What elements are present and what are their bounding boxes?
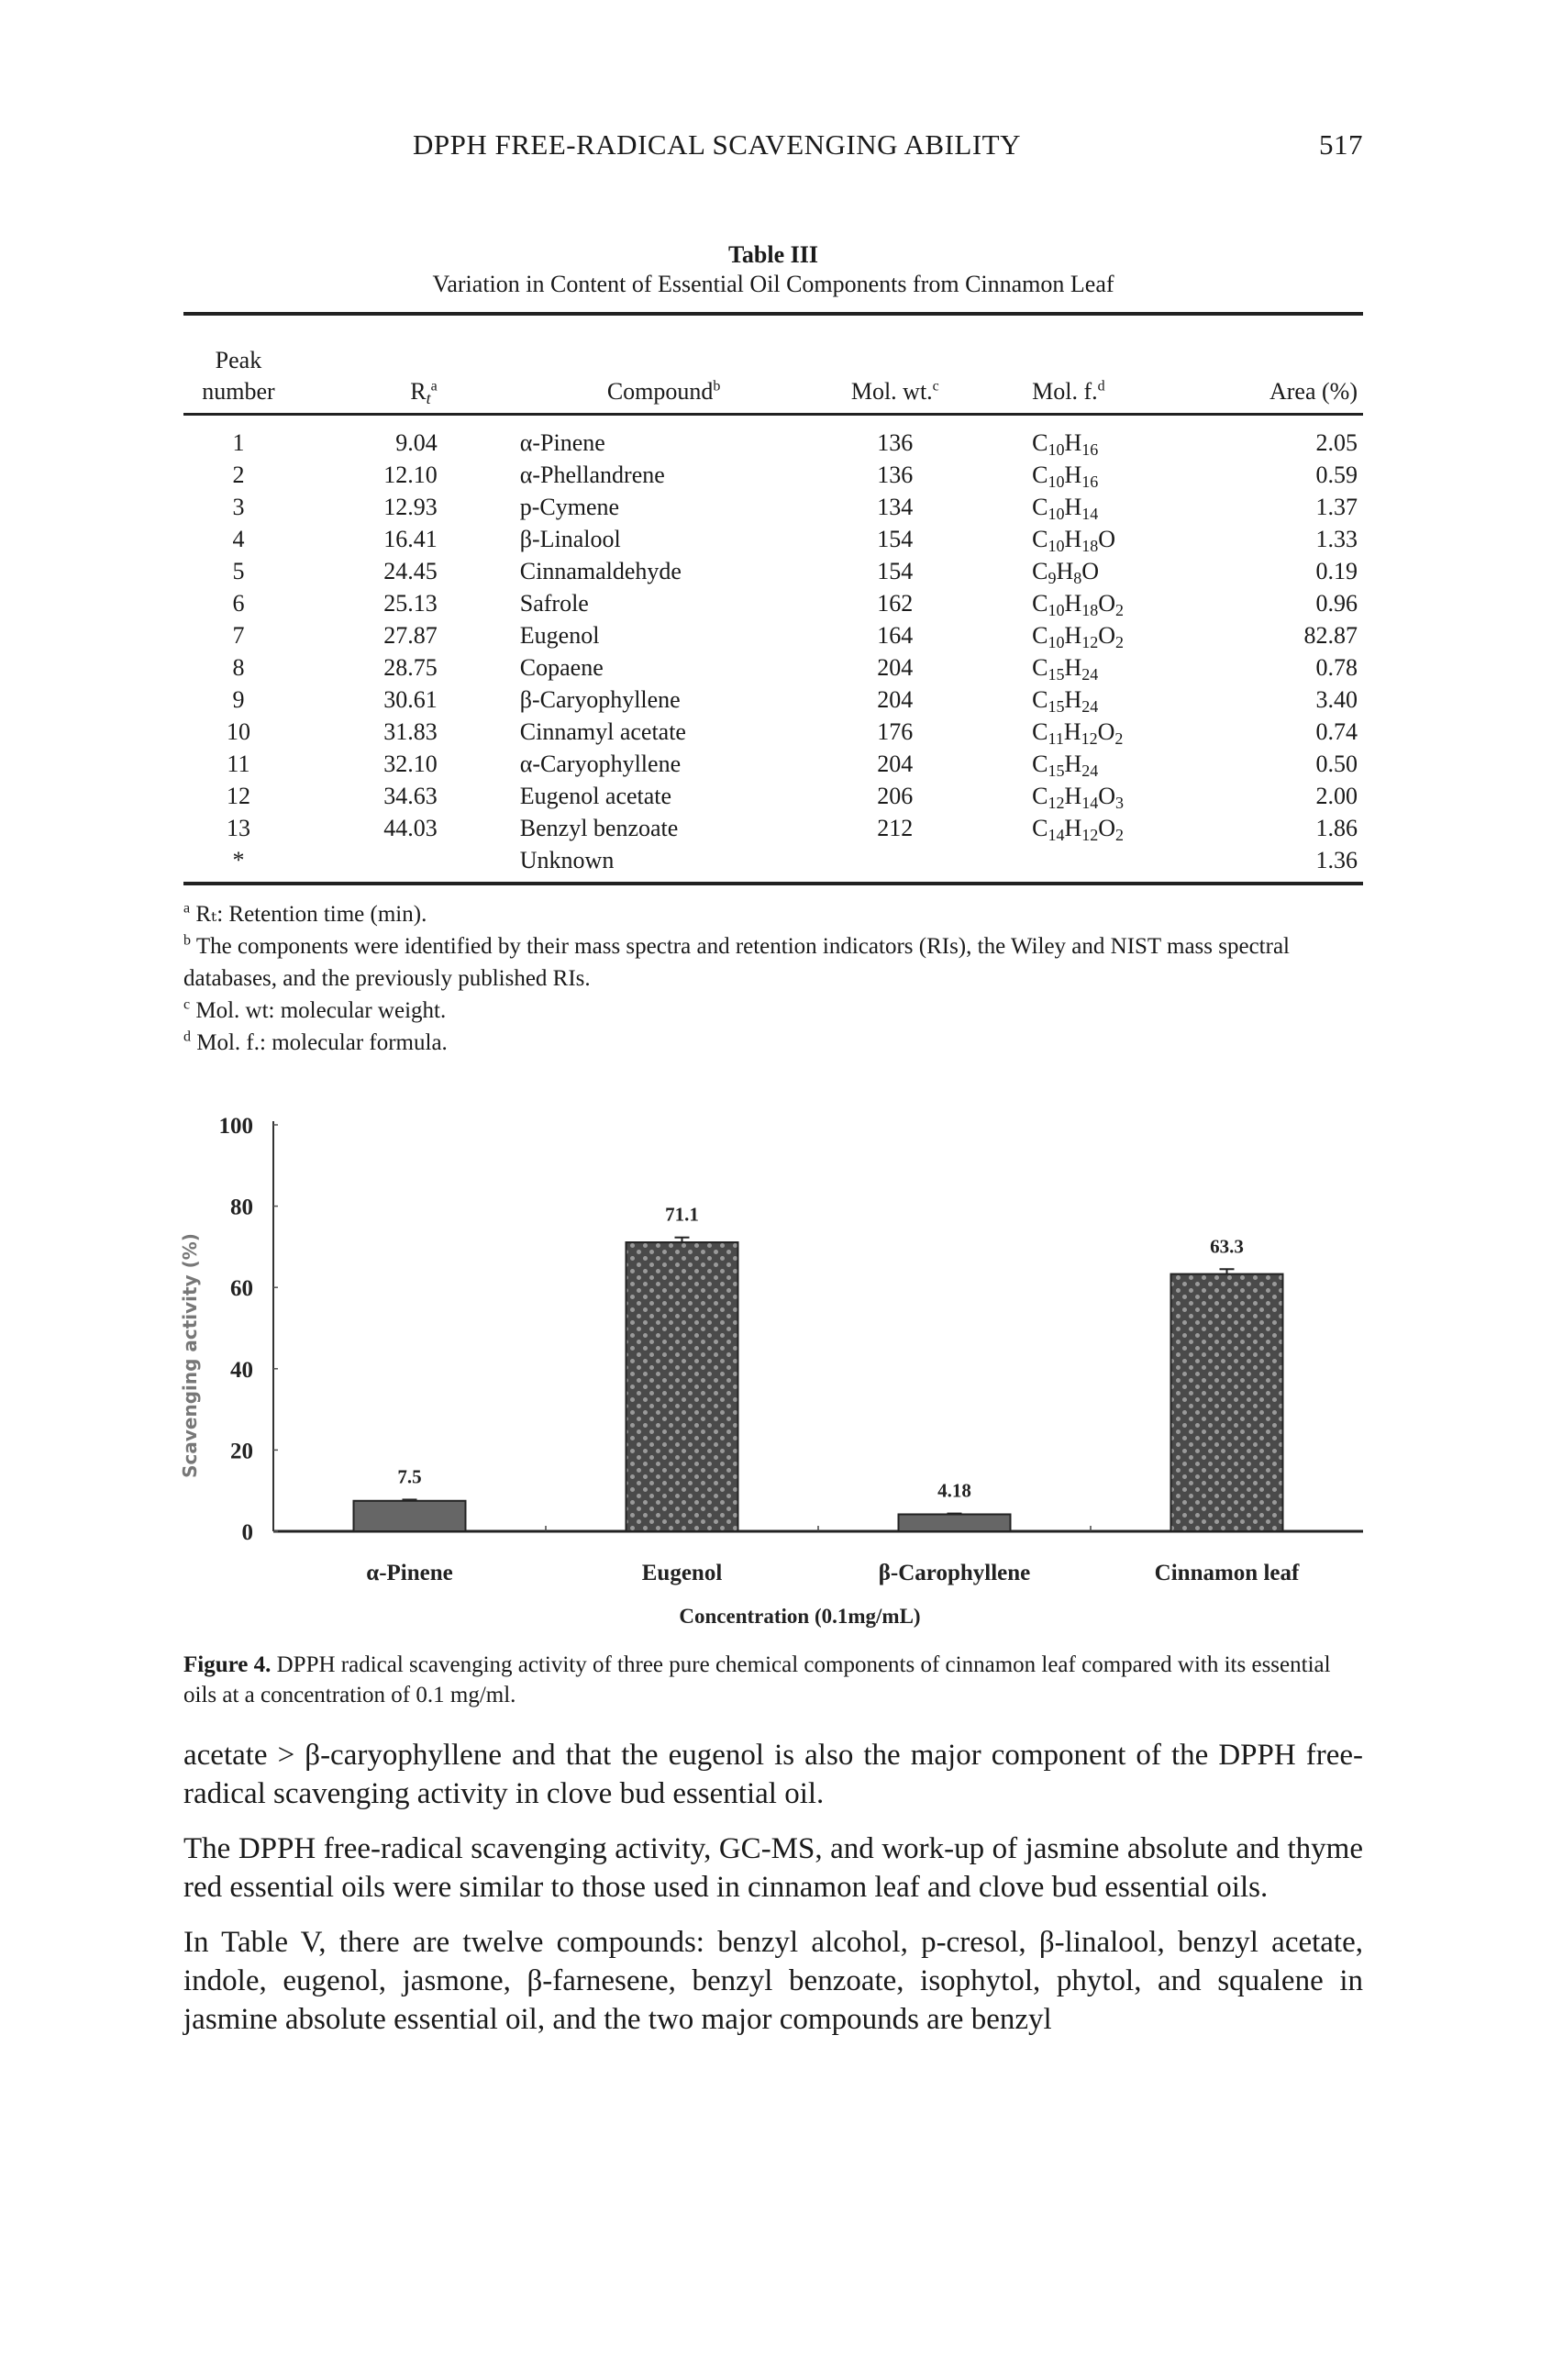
cell-rt: 24.45: [383, 558, 438, 584]
cell-rt: 28.75: [383, 654, 438, 681]
cell-rt: 12.10: [383, 462, 438, 488]
paragraph: acetate > β-caryophyllene and that the eugenol is also the major component of the DPPH free-radical scavenging activity in clove bud essential oil.: [183, 1739, 1363, 1810]
data-table: [183, 312, 1363, 885]
header-peak: [183, 314, 294, 415]
cell-peak: 11: [227, 751, 250, 777]
cell-peak: 8: [232, 654, 245, 681]
cell-rt: 9.04: [395, 429, 438, 456]
table-row: [183, 684, 1363, 716]
bar-chart: [179, 1095, 1363, 1637]
footnote-mark: b: [183, 932, 191, 949]
cell-compound: p-Cymene: [519, 494, 620, 520]
cell-molwt: [813, 844, 977, 884]
cell-molwt: 204: [877, 751, 914, 777]
cell-molwt: 176: [877, 718, 914, 745]
cell-compound: Cinnamyl acetate: [519, 718, 686, 745]
table-row: [183, 523, 1363, 555]
footnote: [183, 1027, 1363, 1059]
cell-peak: 3: [232, 494, 245, 520]
cell-compound: Unknown: [483, 844, 814, 884]
cell-formula: [977, 844, 1231, 884]
table-row: [183, 491, 1363, 523]
table-row: [183, 555, 1363, 587]
header-peak-line2: number: [202, 378, 275, 405]
data-label: 7.5: [397, 1465, 422, 1488]
y-axis-title: Scavenging activity (%): [179, 1233, 201, 1478]
cell-formula: $C_{10}H_{18}O$: [1032, 526, 1116, 555]
header-compound-text: Compound: [606, 378, 714, 405]
header-rt-sup: a: [430, 378, 438, 395]
cell-molwt: 134: [877, 494, 914, 520]
figure-label: Figure 4.: [183, 1652, 272, 1677]
cell-rt: 30.61: [383, 686, 438, 713]
footnote-mark: c: [183, 996, 191, 1013]
cell-rt: 34.63: [383, 783, 438, 809]
cell-peak: 6: [232, 590, 245, 617]
y-tick-label: 0: [241, 1520, 253, 1545]
cell-compound: Eugenol: [519, 622, 600, 649]
x-tick-label: α-Pinene: [366, 1561, 453, 1585]
data-label: 71.1: [665, 1203, 699, 1226]
cell-rt: 31.83: [383, 718, 438, 745]
cell-peak: *: [183, 844, 294, 884]
cell-formula: $C_{15}H_{24}$: [1032, 751, 1099, 780]
paragraph: The DPPH free-radical scavenging activity, GC-MS, and work-up of jasmine absolute and thyme red essential oils were similar to those used in cinnamon leaf and clove bud essential oils.: [183, 1832, 1363, 1904]
cell-molwt: 136: [877, 429, 914, 456]
table-footnotes: [183, 898, 1363, 1059]
page-number: 517: [1319, 128, 1363, 161]
cell-area: 0.50: [1315, 751, 1358, 777]
header-area: Area (%): [1232, 314, 1363, 415]
footnote-text: Mol. wt: molecular weight.: [195, 998, 447, 1023]
cell-peak: 1: [232, 429, 245, 456]
footnote-text: Mol. f.: molecular formula.: [196, 1030, 448, 1055]
header-rt-text: R: [410, 378, 427, 405]
cell-compound: Eugenol acetate: [519, 783, 672, 809]
paragraph: In Table V, there are twelve compounds: benzyl alcohol, p-cresol, β-linalool, benzyl acetate, indole, eugenol, jasmone, β-farnesene, benzyl benzoate, isophytol, phytol, and squalene in jasmine absolute essential oil, and the two major compounds are benzyl: [183, 1926, 1363, 2036]
cell-area: 0.59: [1315, 462, 1358, 488]
cell-area: 1.37: [1315, 494, 1358, 520]
cell-compound: Safrole: [519, 590, 589, 617]
footnote-text: The components were identified by their mass spectra and retention indicators (RIs), the Wiley and NIST mass spectral databases, and the previously published RIs.: [183, 934, 1290, 991]
running-title: DPPH FREE-RADICAL SCAVENGING ABILITY: [413, 128, 1022, 161]
cell-compound: α-Caryophyllene: [519, 751, 682, 777]
cell-formula: $C_{10}H_{14}$: [1032, 494, 1099, 523]
bar: [1171, 1274, 1283, 1531]
cell-area: 1.86: [1315, 815, 1358, 841]
cell-formula: $C_{12}H_{14}O_3$: [1032, 783, 1125, 812]
table-label: Table III: [727, 241, 819, 268]
table-row: [183, 748, 1363, 780]
cell-area: 0.19: [1315, 558, 1358, 584]
y-tick-label: 80: [230, 1195, 253, 1220]
body-text: [183, 1736, 1363, 2039]
cell-rt: 27.87: [383, 622, 438, 649]
x-tick-label: Cinnamon leaf: [1154, 1561, 1300, 1585]
cell-formula: $C_{14}H_{12}O_2$: [1032, 815, 1125, 844]
header-molwt: [813, 314, 977, 415]
bar: [899, 1514, 1011, 1531]
cell-rt: 32.10: [383, 751, 438, 777]
cell-molwt: 204: [877, 686, 914, 713]
footnote: [183, 898, 1363, 930]
cell-molwt: 154: [877, 526, 914, 552]
table-row: [183, 459, 1363, 491]
bar: [354, 1501, 466, 1531]
header-compound: [483, 314, 814, 415]
cell-area: 82.87: [1303, 622, 1358, 649]
cell-compound: β-Linalool: [519, 526, 621, 552]
header-molf-text: Mol. f.: [1032, 378, 1098, 405]
cell-compound: α-Phellandrene: [519, 462, 665, 488]
cell-rt: 44.03: [383, 815, 438, 841]
header-molf: [977, 314, 1231, 415]
cell-molwt: 206: [877, 783, 914, 809]
cell-compound: Benzyl benzoate: [519, 815, 679, 841]
cell-molwt: 212: [877, 815, 914, 841]
cell-molwt: 136: [877, 462, 914, 488]
cell-area: 2.00: [1315, 783, 1358, 809]
bar: [626, 1242, 738, 1531]
cell-rt: 25.13: [383, 590, 438, 617]
x-axis-title: Concentration (0.1mg/mL): [679, 1605, 921, 1628]
cell-compound: Cinnamaldehyde: [519, 558, 682, 584]
data-label: 4.18: [937, 1479, 971, 1502]
cell-peak: 4: [232, 526, 245, 552]
table-row: [183, 812, 1363, 844]
footnote-text: Rₜ: Retention time (min).: [195, 902, 427, 927]
cell-rt: [294, 844, 483, 884]
y-tick-label: 60: [230, 1276, 253, 1302]
header-rt: [294, 314, 483, 415]
cell-area: 0.78: [1315, 654, 1358, 681]
cell-formula: $C_{11}H_{12}O_2$: [1032, 718, 1124, 748]
cell-formula: $C_{10}H_{18}O_2$: [1032, 590, 1125, 619]
cell-area: 1.33: [1315, 526, 1358, 552]
table-row: [183, 415, 1363, 460]
cell-formula: $C_{10}H_{16}$: [1032, 462, 1099, 491]
cell-peak: 12: [226, 783, 250, 809]
cell-compound: Copaene: [519, 654, 604, 681]
cell-formula: $C_9H_8O$: [1032, 558, 1100, 587]
cell-area: 1.36: [1232, 844, 1363, 884]
cell-rt: 12.93: [383, 494, 438, 520]
table-row: [183, 716, 1363, 748]
footnote: [183, 995, 1363, 1027]
cell-area: 0.96: [1315, 590, 1358, 617]
cell-rt: 16.41: [383, 526, 438, 552]
header-molf-sup: d: [1097, 378, 1105, 395]
cell-formula: $C_{15}H_{24}$: [1032, 686, 1099, 716]
footnote-mark: d: [183, 1029, 191, 1045]
table-title: [183, 240, 1363, 299]
y-tick-label: 40: [230, 1357, 253, 1383]
cell-formula: $C_{10}H_{12}O_2$: [1032, 622, 1125, 651]
cell-area: 0.74: [1315, 718, 1358, 745]
x-tick-label: Eugenol: [641, 1561, 723, 1585]
running-header: [183, 128, 1363, 165]
footnote: [183, 930, 1363, 995]
cell-molwt: 204: [877, 654, 914, 681]
table-row: [183, 619, 1363, 651]
table-caption: Variation in Content of Essential Oil Components from Cinnamon Leaf: [432, 271, 1114, 297]
header-peak-line1: Peak: [215, 347, 262, 373]
cell-peak: 5: [232, 558, 245, 584]
table-row: [183, 651, 1363, 684]
cell-formula: $C_{15}H_{24}$: [1032, 654, 1099, 684]
y-tick-label: 20: [230, 1439, 253, 1464]
cell-molwt: 154: [877, 558, 914, 584]
cell-area: 3.40: [1315, 686, 1358, 713]
data-label: 63.3: [1210, 1235, 1244, 1258]
cell-area: 2.05: [1315, 429, 1358, 456]
header-molwt-text: Mol. wt.: [850, 378, 933, 405]
cell-peak: 7: [232, 622, 245, 649]
table-row: [183, 587, 1363, 619]
cell-molwt: 164: [877, 622, 914, 649]
cell-compound: α-Pinene: [519, 429, 605, 456]
x-tick-label: β-Carophyllene: [878, 1561, 1031, 1585]
header-molwt-sup: c: [932, 378, 939, 395]
figure-caption-text: DPPH radical scavenging activity of three pure chemical components of cinnamon leaf compared with its essential oils at a concentration of 0.1 mg/ml.: [183, 1652, 1331, 1707]
table-row: [183, 844, 1363, 884]
cell-formula: $C_{10}H_{16}$: [1032, 429, 1099, 459]
y-tick-label: 100: [218, 1114, 253, 1139]
footnote-mark: a: [183, 900, 191, 917]
figure-caption: [183, 1650, 1363, 1710]
cell-compound: β-Caryophyllene: [519, 686, 681, 713]
cell-peak: 10: [226, 718, 250, 745]
header-compound-sup: b: [713, 378, 721, 395]
cell-peak: 2: [232, 462, 245, 488]
cell-peak: 9: [232, 686, 245, 713]
header-rt-sub: t: [426, 389, 431, 407]
cell-molwt: 162: [877, 590, 914, 617]
table-row: [183, 780, 1363, 812]
cell-peak: 13: [226, 815, 250, 841]
